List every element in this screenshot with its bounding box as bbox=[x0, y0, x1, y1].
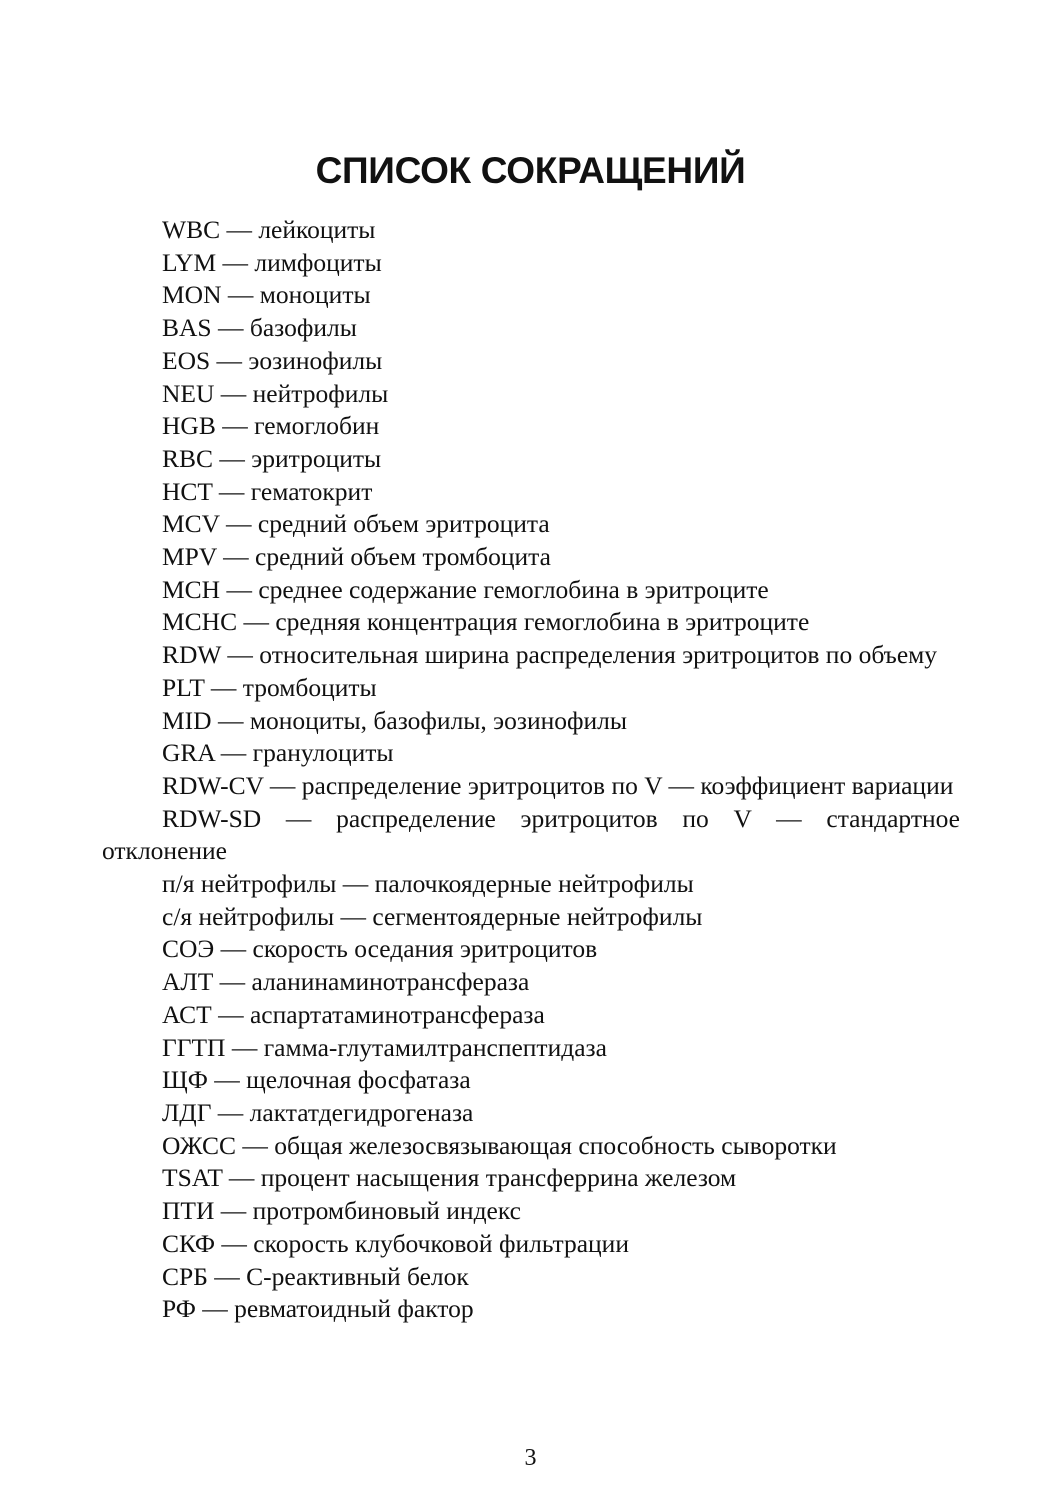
abbreviation-item: RDW-SD — распределение эритроцитов по V — стандартное отклонение bbox=[102, 803, 960, 866]
abbreviation-item: RDW-CV — распределение эритроцитов по V — коэффициент вариации bbox=[162, 770, 954, 800]
abbreviation-item: MID — моноциты, базофилы, эозинофилы bbox=[162, 705, 628, 735]
abbreviation-item: ЛДГ — лактатдегидрогеназа bbox=[162, 1097, 474, 1127]
abbreviation-item: PLT — тромбоциты bbox=[162, 672, 377, 702]
abbreviation-item: RBC — эритроциты bbox=[162, 443, 382, 473]
abbreviation-item: HGB — гемоглобин bbox=[162, 411, 380, 441]
abbreviation-item: п/я нейтрофилы — палочкоядерные нейтрофилы bbox=[162, 869, 694, 899]
abbreviation-item: RDW — относительная ширина распределения эритроцитов по объему bbox=[162, 640, 938, 670]
abbreviation-item: с/я нейтрофилы — сегментоядерные нейтрофилы bbox=[162, 901, 703, 931]
page-title: СПИСОК СОКРАЩЕНИЙ bbox=[315, 150, 746, 191]
abbreviation-item: MCH — среднее содержание гемоглобина в эритроците bbox=[162, 574, 769, 604]
abbreviation-item: ГГТП — гамма-глутамилтранспептидаза bbox=[162, 1032, 607, 1062]
abbreviation-item: ЩФ — щелочная фосфатаза bbox=[162, 1065, 471, 1095]
abbreviation-item: LYM — лимфоциты bbox=[162, 247, 382, 277]
abbreviation-item: СОЭ — скорость оседания эритроцитов bbox=[162, 934, 598, 964]
abbreviation-item: СРБ — С-реактивный белок bbox=[162, 1261, 469, 1291]
abbreviation-item: WBC — лейкоциты bbox=[162, 215, 376, 244]
abbreviation-item: MPV — средний объем тромбоцита bbox=[162, 542, 551, 572]
abbreviation-item: АСТ — аспартатаминотрансфераза bbox=[162, 999, 545, 1029]
abbreviation-item: MCV — средний объем эритроцита bbox=[162, 509, 550, 539]
abbreviation-item: СКФ — скорость клубочковой фильтрации bbox=[162, 1228, 629, 1258]
abbreviation-item: HCT — гематокрит bbox=[162, 476, 373, 506]
page-number: 3 bbox=[524, 1445, 537, 1471]
abbreviation-item: MCHC — средняя концентрация гемоглобина в эритроците bbox=[162, 607, 810, 637]
abbreviation-item: АЛТ — аланинаминотрансфераза bbox=[162, 967, 530, 997]
abbreviation-list bbox=[102, 214, 960, 1326]
abbreviation-item: MON — моноциты bbox=[162, 280, 371, 310]
abbreviation-item: EOS — эозинофилы bbox=[162, 345, 383, 375]
abbreviation-item: РФ — ревматоидный фактор bbox=[162, 1294, 474, 1324]
abbreviation-item: TSAT — процент насыщения трансферрина железом bbox=[162, 1163, 737, 1193]
abbreviation-item: NEU — нейтрофилы bbox=[162, 378, 389, 408]
abbreviation-item: ПТИ — протромбиновый индекс bbox=[162, 1196, 521, 1226]
abbreviation-item: BAS — базофилы bbox=[162, 313, 357, 343]
abbreviation-item: ОЖСС — общая железосвязывающая способность сыворотки bbox=[162, 1130, 837, 1160]
abbreviation-item: GRA — гранулоциты bbox=[162, 738, 394, 768]
